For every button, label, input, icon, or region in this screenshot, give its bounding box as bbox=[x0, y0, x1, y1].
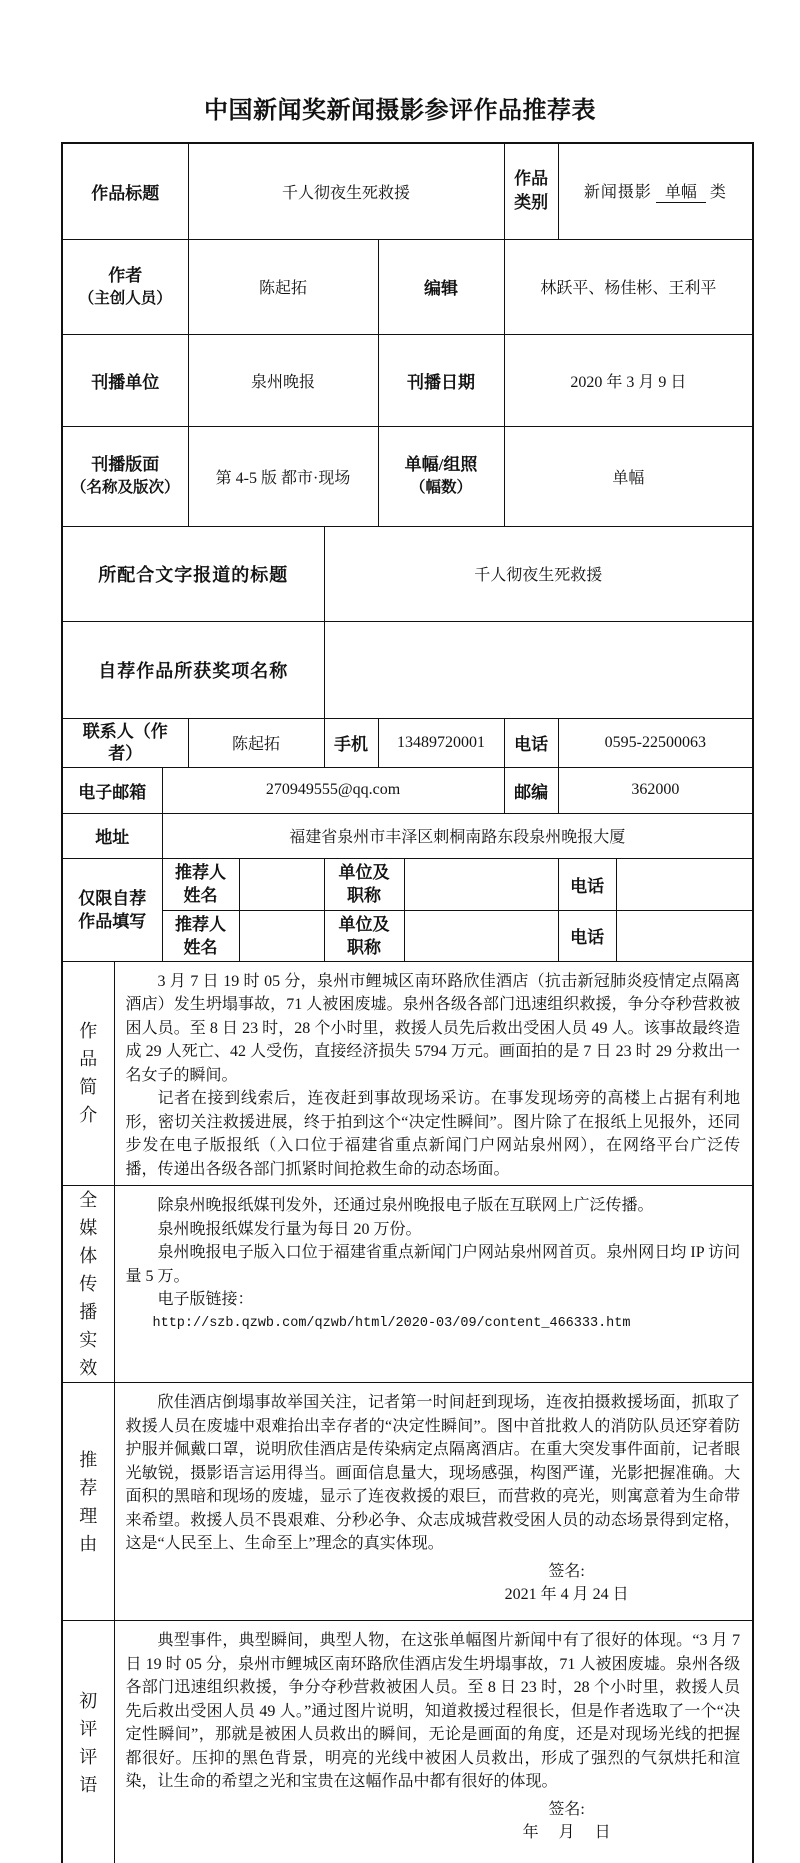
recommender1-unit-label bbox=[324, 858, 404, 910]
media-effect-paragraph: 除泉州晚报纸媒刊发外，还通过泉州晚报电子版在互联网上广泛传播。 bbox=[157, 1197, 654, 1214]
summary-content bbox=[114, 961, 753, 1186]
summary-label-text: 作品简介 bbox=[79, 1021, 98, 1126]
recommender1-phone-value bbox=[616, 858, 753, 910]
recommender2-unit-label-line2: 职称 bbox=[347, 937, 382, 957]
reason-label bbox=[62, 1383, 114, 1621]
recommender1-name-value bbox=[239, 858, 324, 910]
summary-paragraph: 3 月 7 日 19 时 05 分，泉州市鲤城区南环路欣佳酒店（抗击新冠肺炎疫情定点隔离酒店）发生坍塌事故，71 人被困废墟。泉州各级各部门迅速组织救援，争分夺秒营救被困人员。至 8 日 23 时，28 个小时里，救援人员先后救出受困人员 49 人。该事故最终造成 29 人死亡、42 人受伤，直接经济损失 5794 万元。画面拍的是 7 日 23 时 29 分救出一名女子的瞬间。 bbox=[125, 972, 741, 1084]
page-title: 中国新闻奖新闻摄影参评作品推荐表 bbox=[204, 98, 596, 124]
author-label-line2: （主创人员） bbox=[78, 289, 172, 307]
row-work-title bbox=[62, 143, 753, 239]
report-title-label: 所配合文字报道的标题 bbox=[62, 526, 324, 621]
reason-signature-date: 2021 年 4 月 24 日 bbox=[504, 1585, 629, 1603]
review-signature-label: 签名: bbox=[548, 1800, 585, 1818]
mobile-label: 手机 bbox=[324, 718, 378, 767]
row-address bbox=[62, 813, 753, 858]
row-contact bbox=[62, 718, 753, 767]
media-effect-paragraph: 泉州晚报纸媒发行量为每日 20 万份。 bbox=[157, 1220, 422, 1238]
recommender2-name-value bbox=[239, 910, 324, 961]
recommender2-name-label bbox=[162, 910, 239, 961]
zip-value: 362000 bbox=[558, 767, 753, 813]
editor-label: 编辑 bbox=[378, 239, 504, 334]
recommender2-unit-label-line1: 单位及 bbox=[338, 914, 390, 934]
reason-signature-label: 签名: bbox=[548, 1562, 585, 1580]
review-signature-date: 年 月 日 bbox=[522, 1823, 611, 1841]
recommender1-unit-label-line2: 职称 bbox=[347, 886, 382, 905]
review-content bbox=[114, 1621, 753, 1863]
row-report-title bbox=[62, 526, 753, 621]
zip-label: 邮编 bbox=[504, 767, 558, 813]
author-label bbox=[62, 239, 188, 334]
category-suffix: 类 bbox=[709, 184, 727, 202]
publish-page-label-line2: （名称及版次） bbox=[71, 479, 180, 496]
summary-paragraph: 记者在接到线索后，连夜赶到事故现场采访。在事发现场旁的高楼上占据有利地形，密切关注救援进展，终于拍到这个“决定性瞬间”。图片除了在报纸上见报外，还同步发在电子版报纸（入口位于福建省重点新闻门户网站泉州网），在网络平台广泛传播，传递出各级各部门抓紧时间抢救生命的动态场面。 bbox=[125, 1090, 741, 1178]
recommender2-name-label-line2: 姓名 bbox=[183, 937, 218, 957]
email-value: 270949555@qq.com bbox=[162, 767, 504, 813]
reason-label-text: 推荐理由 bbox=[79, 1449, 98, 1554]
recommender1-phone-label: 电话 bbox=[558, 858, 616, 910]
publish-org-value: 泉州晚报 bbox=[188, 334, 378, 426]
work-title-label: 作品标题 bbox=[62, 143, 188, 239]
report-title-value: 千人彻夜生死救援 bbox=[324, 526, 753, 621]
review-paragraph: 典型事件，典型瞬间，典型人物，在这张单幅图片新闻中有了很好的体现。“3 月 7 日 19 时 05 分，泉州市鲤城区南环路欣佳酒店发生坍塌事故，71 人被困废墟。泉州各级各部门迅速组织救援，争分夺秒营救被困人员。至 8 日 23 时，28 个小时里，救援人员先后救出受困人员 49 人。”通过图片说明，知道救援过程很长，但是作者选取了一个“决定性瞬间”，那就是被困人员救出的瞬间，无论是画面的角度，还是对现场光线的把握都很好。压抑的黑色背景，明亮的光线中被困人员救出，形成了强烈的气氛烘托和渲染，让生命的希望之光和宝贵在这幅作品中都有很好的体现。 bbox=[125, 1632, 741, 1790]
recommender2-phone-label: 电话 bbox=[558, 910, 616, 961]
row-publish-org bbox=[62, 334, 753, 426]
contact-name-value: 陈起拓 bbox=[188, 718, 324, 767]
format-label bbox=[378, 426, 504, 526]
work-title-value: 千人彻夜生死救援 bbox=[188, 143, 504, 239]
review-label bbox=[62, 1621, 114, 1863]
summary-label bbox=[62, 961, 114, 1186]
phone-label: 电话 bbox=[504, 718, 558, 767]
format-value: 单幅 bbox=[504, 426, 753, 526]
address-label: 地址 bbox=[62, 813, 162, 858]
media-effect-paragraph: 泉州晚报电子版入口位于福建省重点新闻门户网站泉州网首页。泉州网日均 IP 访问量 5 万。 bbox=[125, 1244, 741, 1285]
recommender2-unit-value bbox=[404, 910, 558, 961]
media-effect-label-text: 全媒体传播实效 bbox=[79, 1190, 98, 1378]
category-value bbox=[558, 143, 753, 239]
category-type-underlined: 单幅 bbox=[656, 183, 706, 203]
row-author bbox=[62, 239, 753, 334]
media-effect-content bbox=[114, 1186, 753, 1383]
self-recommend-label-line1: 仅限自荐 bbox=[78, 888, 147, 908]
media-effect-label bbox=[62, 1186, 114, 1383]
contact-label bbox=[62, 718, 188, 767]
row-email bbox=[62, 767, 753, 813]
recommendation-form-table bbox=[61, 142, 754, 1863]
editors-value: 林跃平、杨佳彬、王利平 bbox=[504, 239, 753, 334]
author-name-value: 陈起拓 bbox=[188, 239, 378, 334]
recommender1-name-label-line2: 姓名 bbox=[183, 886, 218, 905]
recommender2-unit-label bbox=[324, 910, 404, 961]
category-label-text: 作品类别 bbox=[514, 169, 549, 213]
category-label bbox=[504, 143, 558, 239]
reason-signature-block bbox=[459, 1560, 674, 1606]
reason-content bbox=[114, 1383, 753, 1621]
edition-link-url: http://szb.qzwb.com/qzwb/html/2020-03/09/content_466333.htm bbox=[152, 1315, 631, 1331]
publish-page-value: 第 4-5 版 都市·现场 bbox=[188, 426, 378, 526]
reason-paragraph: 欣佳酒店倒塌事故举国关注，记者第一时间赶到现场，连夜拍摄救援场面，抓取了救援人员在废墟中艰难抬出幸存者的“决定性瞬间”。图中首批救人的消防队员还穿着防护服并佩戴口罩，说明欣佳酒店是传染病定点隔离酒店。在重大突发事件面前，记者眼光敏锐，摄影语言运用得当。画面信息量大，现场感强，构图严谨，光影把握准确。大面积的黑暗和现场的废墟，显示了连夜救援的艰巨，而营救的亮光，则寓意着为生命带来希望。救援人员不畏艰难、分秒必争、众志成城营救受困人员的动态场景得到定格，这是“人民至上、生命至上”理念的真实体现。 bbox=[125, 1394, 741, 1552]
recommender1-name-label-line1: 推荐人 bbox=[175, 863, 226, 882]
self-recommend-label bbox=[62, 858, 162, 961]
email-label: 电子邮箱 bbox=[62, 767, 162, 813]
recommender2-phone-value bbox=[616, 910, 753, 961]
row-recommender-2 bbox=[62, 910, 753, 961]
media-effect-paragraph: 电子版链接： bbox=[157, 1291, 254, 1308]
row-reason bbox=[62, 1383, 753, 1621]
row-award bbox=[62, 621, 753, 718]
publish-date-value: 2020 年 3 月 9 日 bbox=[504, 334, 753, 426]
row-publish-page bbox=[62, 426, 753, 526]
publish-page-label bbox=[62, 426, 188, 526]
award-label: 自荐作品所获奖项名称 bbox=[62, 621, 324, 718]
row-review bbox=[62, 1621, 753, 1863]
address-value: 福建省泉州市丰泽区刺桐南路东段泉州晚报大厦 bbox=[162, 813, 753, 858]
review-label-text: 初评评语 bbox=[79, 1690, 98, 1795]
format-label-line1: 单幅/组照 bbox=[404, 455, 478, 474]
category-prefix: 新闻摄影 bbox=[583, 184, 652, 202]
award-value bbox=[324, 621, 753, 718]
recommender1-unit-value bbox=[404, 858, 558, 910]
publish-date-label: 刊播日期 bbox=[378, 334, 504, 426]
contact-label-text: 联系人（作者） bbox=[82, 721, 168, 763]
self-recommend-label-line2: 作品填写 bbox=[78, 911, 147, 931]
row-recommender-1 bbox=[62, 858, 753, 910]
publish-page-label-line1: 刊播版面 bbox=[91, 455, 160, 474]
row-media-effect bbox=[62, 1186, 753, 1383]
phone-value: 0595-22500063 bbox=[558, 718, 753, 767]
mobile-value: 13489720001 bbox=[378, 718, 504, 767]
publish-org-label: 刊播单位 bbox=[62, 334, 188, 426]
row-summary bbox=[62, 961, 753, 1186]
review-signature-block bbox=[459, 1798, 674, 1844]
recommender2-name-label-line1: 推荐人 bbox=[175, 914, 226, 934]
format-label-line2: （幅数） bbox=[410, 479, 473, 496]
author-label-line1: 作者 bbox=[108, 265, 143, 285]
recommender1-name-label bbox=[162, 858, 239, 910]
recommender1-unit-label-line1: 单位及 bbox=[338, 863, 390, 882]
